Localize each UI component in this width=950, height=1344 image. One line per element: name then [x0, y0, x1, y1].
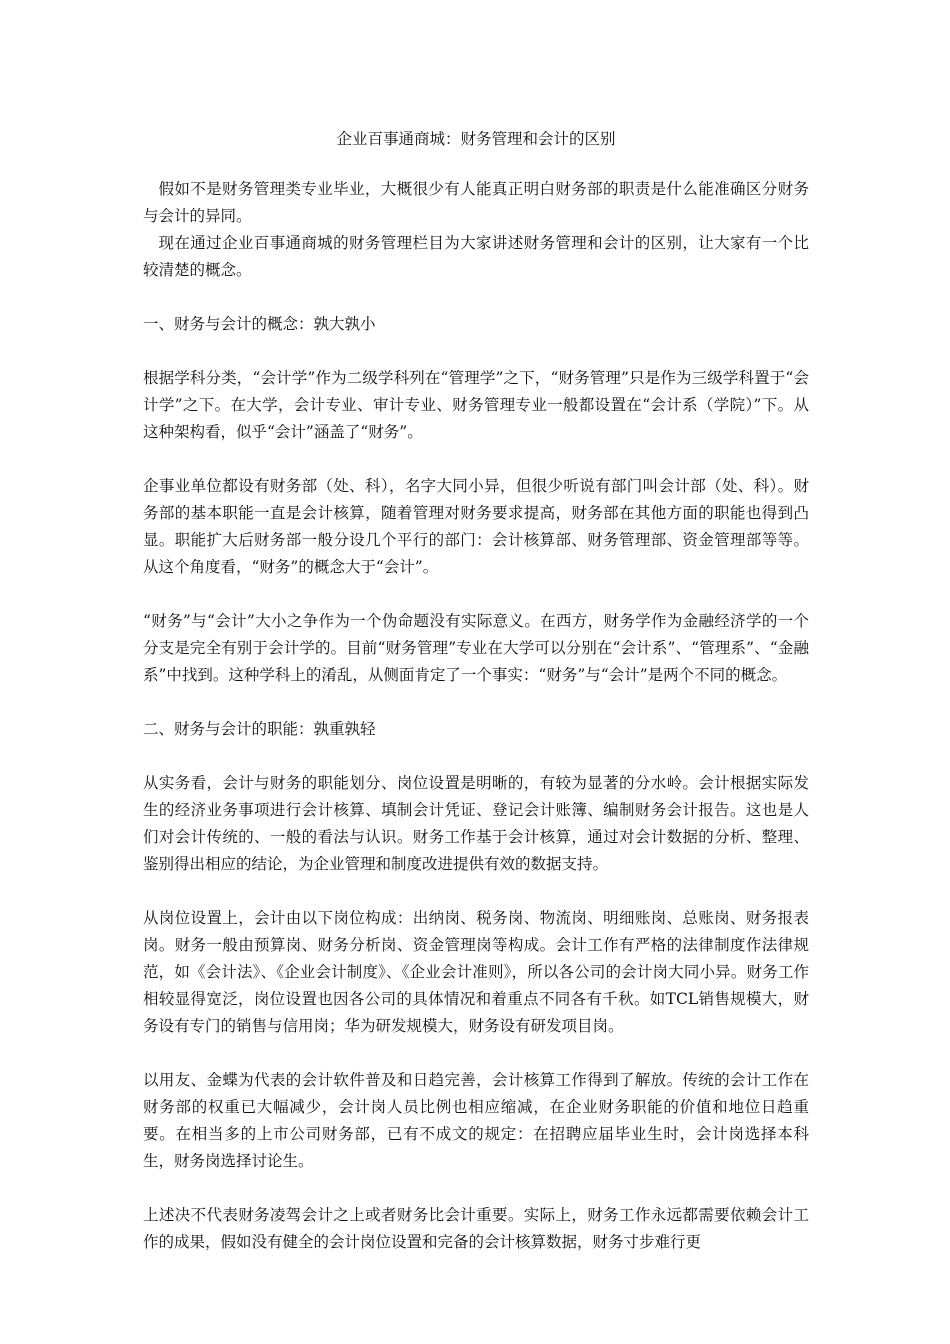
section-2-paragraph-3: 以用友、金蝶为代表的会计软件普及和日趋完善，会计核算工作得到了解放。传统的会计工作在财务部的权重已大幅减少，会计岗人员比例也相应缩减，在企业财务职能的价值和地位日趋重要。在相当多的上市公司财务部，已有不成文的规定：在招聘应届毕业生时，会计岗选择本科生，财务岗选择讨论生。 [143, 1071, 809, 1170]
section-2-heading: 二、财务与会计的职能：孰重孰轻 [143, 720, 376, 738]
document-body [143, 176, 809, 1283]
section-2-paragraph-4: 上述决不代表财务凌驾会计之上或者财务比会计重要。实际上，财务工作永远都需要依赖会计工作的成果，假如没有健全的会计岗位设置和完备的会计核算数据，财务寸步难行更 [143, 1206, 809, 1251]
document-title: 企业百事通商城：财务管理和会计的区别 [336, 130, 616, 148]
section-2-paragraph-2: 从岗位设置上，会计由以下岗位构成：出纳岗、税务岗、物流岗、明细账岗、总账岗、财务报表岗。财务一般由预算岗、财务分析岗、资金管理岗等构成。会计工作有严格的法律制度作法律规范，如《会计法》、《企业会计制度》、《企业会计准则》，所以各公司的会计岗大同小异。财务工作相较显得宽泛，岗位设置也因各公司的具体情况和着重点不同各有千秋。如TCL销售规模大，财务设有专门的销售与信用岗；华为研发规模大，财务设有研发项目岗。 [143, 909, 809, 1035]
section-1-paragraph-1: 根据学科分类，“会计学”作为二级学科列在“管理学”之下，“财务管理”只是作为三级学科置于“会计学”之下。在大学，会计专业、审计专业、财务管理专业一般都设置在“会计系（学院）”下。从这种架构看，似乎“会计”涵盖了“财务”。 [143, 369, 809, 441]
section-1-heading: 一、财务与会计的概念：孰大孰小 [143, 315, 376, 333]
intro-paragraph-2: 现在通过企业百事通商城的财务管理栏目为大家讲述财务管理和会计的区别，让大家有一个比较清楚的概念。 [143, 234, 809, 279]
intro-paragraph-1: 假如不是财务管理类专业毕业，大概很少有人能真正明白财务部的职责是什么能准确区分财务与会计的异同。 [143, 180, 809, 225]
section-2-paragraph-1: 从实务看，会计与财务的职能划分、岗位设置是明晰的，有较为显著的分水岭。会计根据实际发生的经济业务事项进行会计核算、填制会计凭证、登记会计账簿、编制财务会计报告。这也是人们对会计传统的、一般的看法与认识。财务工作基于会计核算，通过对会计数据的分析、整理、鉴别得出相应的结论，为企业管理和制度改进提供有效的数据支持。 [143, 774, 809, 873]
section-1-paragraph-2: 企事业单位都设有财务部（处、科），名字大同小异，但很少听说有部门叫会计部（处、科）。财务部的基本职能一直是会计核算，随着管理对财务要求提高，财务部在其他方面的职能也得到凸显。职能扩大后财务部一般分设几个平行的部门：会计核算部、财务管理部、资金管理部等等。从这个角度看，“财务”的概念大于“会计”。 [143, 477, 809, 576]
section-1-paragraph-3: “财务”与“会计”大小之争作为一个伪命题没有实际意义。在西方，财务学作为金融经济学的一个分支是完全有别于会计学的。目前“财务管理”专业在大学可以分别在“会计系”、“管理系”、“金融系”中找到。这种学科上的淆乱，从侧面肯定了一个事实：“财务”与“会计”是两个不同的概念。 [143, 612, 809, 684]
